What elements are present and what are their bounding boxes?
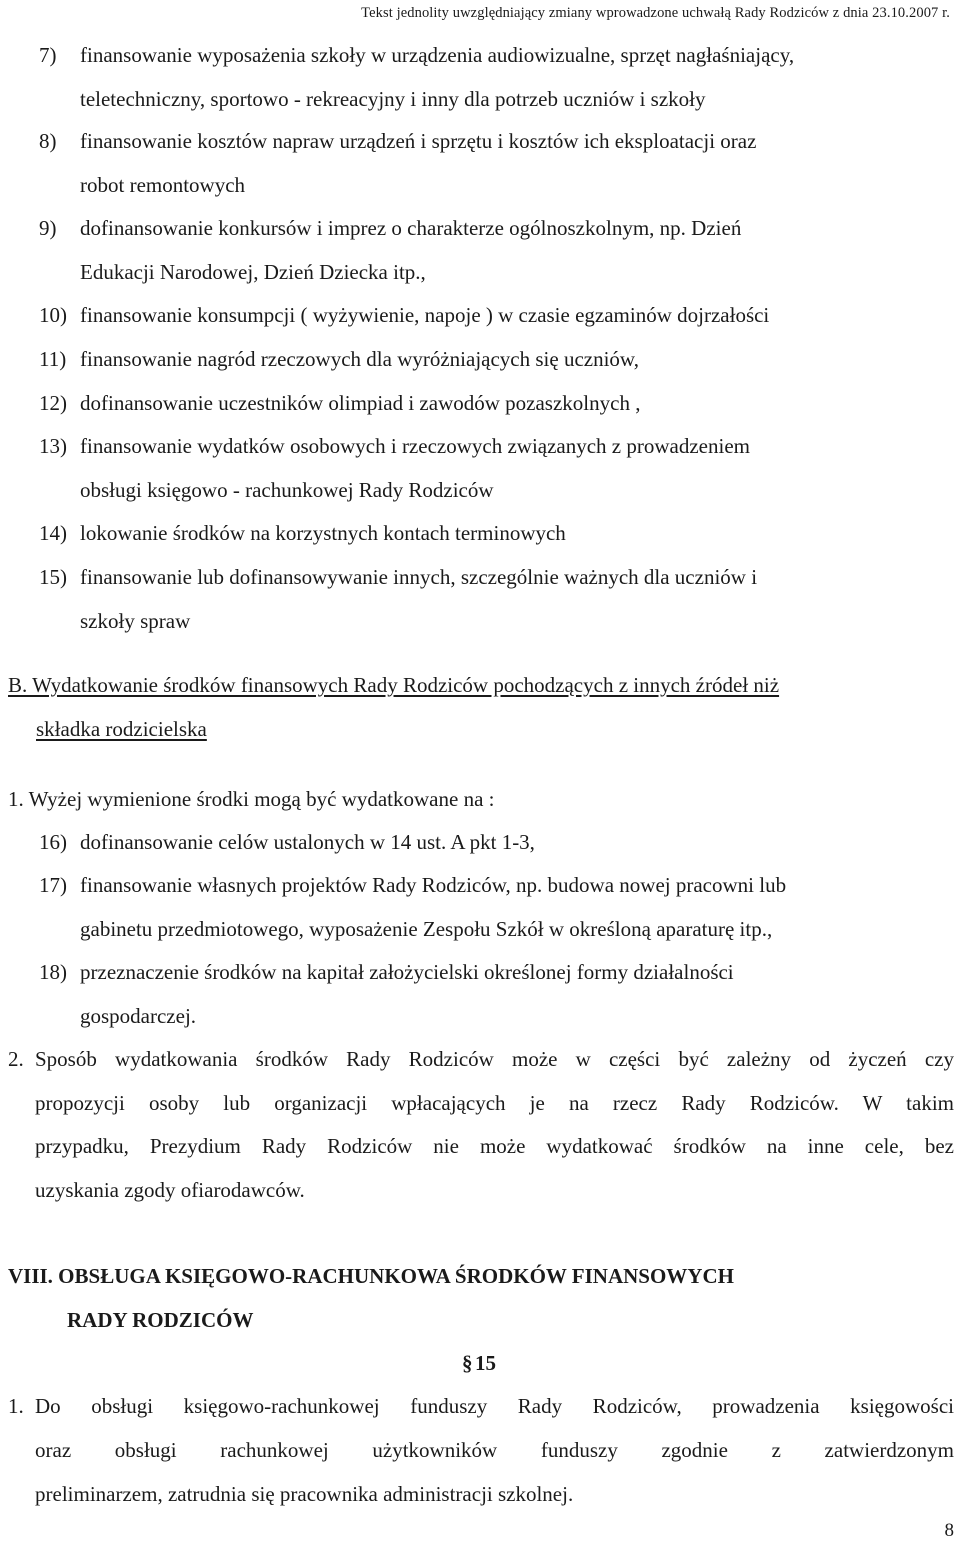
point-1b-text: preliminarzem, zatrudnia się pracownika administracji szkolnej.: [35, 1482, 574, 1506]
list-item-number: 17): [39, 873, 67, 897]
list-item-number: 11): [39, 347, 67, 371]
list-item-text: dofinansowanie konkursów i imprez o charakterze ogólnoszkolnym, np. Dzień: [80, 216, 742, 240]
list-item-number: 18): [39, 960, 67, 984]
point-2-text: propozycji osoby lub organizacji wpłacających je na rzecz Rady Rodziców. W takim: [35, 1091, 954, 1115]
list-item-text: przeznaczenie środków na kapitał założycielski określonej formy działalności: [80, 960, 734, 984]
page-number: 8: [944, 1520, 954, 1541]
list-item-text: finansowanie konsumpcji ( wyżywienie, napoje ) w czasie egzaminów dojrzałości: [80, 303, 770, 327]
list-item-text: finansowanie kosztów napraw urządzeń i sprzętu i kosztów ich eksploatacji oraz: [80, 129, 757, 153]
list-item-text: finansowanie wydatków osobowych i rzeczowych związanych z prowadzeniem: [80, 434, 750, 458]
list-item-text: teletechniczny, sportowo - rekreacyjny i inny dla potrzeb uczniów i szkoły: [80, 87, 706, 111]
list-item-text: Edukacji Narodowej, Dzień Dziecka itp.,: [80, 260, 426, 284]
list-item-text: robot remontowych: [80, 173, 246, 197]
section-b-heading: B. Wydatkowanie środków finansowych Rady Rodziców pochodzących z innych źródeł niż: [8, 673, 780, 697]
point-1b-text: oraz obsługi rachunkowej użytkowników funduszy zgodnie z zatwierdzonym: [35, 1438, 954, 1462]
point-2-text: uzyskania zgody ofiarodawców.: [35, 1178, 305, 1202]
point-1b-number: 1.: [8, 1394, 24, 1418]
point-1b-text: Do obsługi księgowo-rachunkowej funduszy Rady Rodziców, prowadzenia księgowości: [35, 1394, 954, 1418]
svg-text:§: §: [462, 1353, 473, 1375]
list-item-number: 8): [39, 129, 57, 153]
list-item-number: 12): [39, 391, 67, 415]
list-item-number: 10): [39, 303, 67, 327]
section-viii-heading-cont: RADY RODZICÓW: [67, 1308, 254, 1332]
list-item-number: 14): [39, 521, 67, 545]
list-item-text: finansowanie lub dofinansowywanie innych, szczególnie ważnych dla uczniów i: [80, 565, 758, 589]
paragraph-number: 15: [475, 1351, 496, 1375]
list-item-text: dofinansowanie celów ustalonych w 14 ust. A pkt 1-3,: [80, 830, 535, 854]
list-item-number: 15): [39, 565, 67, 589]
page-header: Tekst jednolity uwzględniający zmiany wprowadzone uchwałą Rady Rodziców z dnia 23.10.2007 r.: [361, 5, 950, 21]
section-viii-heading: VIII. OBSŁUGA KSIĘGOWO-RACHUNKOWA ŚRODKÓW FINANSOWYCH: [8, 1264, 734, 1288]
point-1-text: 1. Wyżej wymienione środki mogą być wydatkowane na :: [8, 787, 495, 811]
list-item-text: finansowanie wyposażenia szkoły w urządzenia audiowizualne, sprzęt nagłaśniający,: [80, 43, 795, 67]
section-b-heading-cont: składka rodzicielska: [36, 717, 207, 741]
list-item-text: gabinetu przedmiotowego, wyposażenie Zespołu Szkół w określoną aparaturę itp.,: [80, 917, 773, 941]
point-2-number: 2.: [8, 1047, 24, 1071]
section-sign-icon: [462, 1353, 473, 1375]
list-item-text: finansowanie nagród rzeczowych dla wyróżniających się uczniów,: [80, 347, 639, 371]
list-item-number: 9): [39, 216, 57, 240]
list-item-text: lokowanie środków na korzystnych kontach terminowych: [80, 521, 566, 545]
point-2-text: Sposób wydatkowania środków Rady Rodziców może w części być zależny od życzeń czy: [35, 1047, 954, 1071]
list-item-text: obsługi księgowo - rachunkowej Rady Rodziców: [80, 478, 494, 502]
list-item-text: dofinansowanie uczestników olimpiad i zawodów pozaszkolnych ,: [80, 391, 641, 415]
list-item-text: gospodarczej.: [80, 1004, 197, 1028]
list-item-number: 7): [39, 43, 57, 67]
list-item-text: finansowanie własnych projektów Rady Rodziców, np. budowa nowej pracowni lub: [80, 873, 787, 897]
list-item-text: szkoły spraw: [80, 609, 191, 633]
list-item-number: 16): [39, 830, 67, 854]
list-item-number: 13): [39, 434, 67, 458]
point-2-text: przypadku, Prezydium Rady Rodziców nie może wydatkować środków na inne cele, bez: [35, 1134, 954, 1158]
